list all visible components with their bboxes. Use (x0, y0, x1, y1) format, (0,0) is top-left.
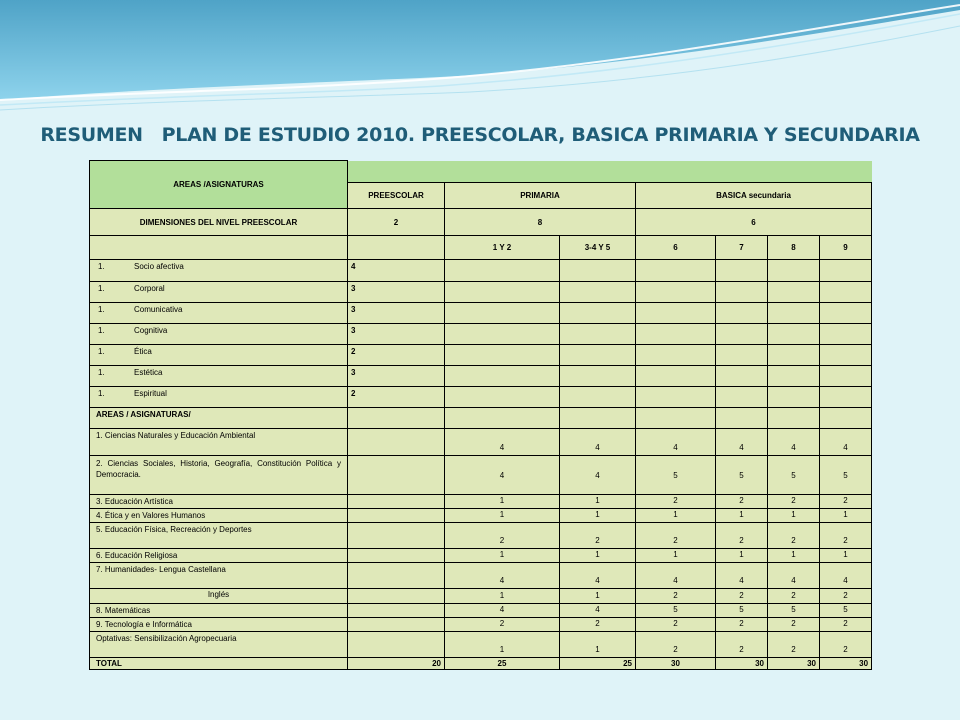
total-value: 30 (716, 658, 768, 670)
area-hours: 2 (820, 618, 872, 632)
area-hours: 1 (716, 509, 768, 523)
area-hours: 4 (560, 563, 636, 589)
area-name: Optativas: Sensibilización Agropecuaria (90, 632, 348, 658)
grade-label: 8 (768, 236, 820, 260)
area-hours: 4 (445, 429, 560, 456)
area-hours: 2 (560, 523, 636, 549)
area-hours: 2 (820, 589, 872, 604)
area-hours: 2 (716, 589, 768, 604)
area-hours: 4 (445, 563, 560, 589)
areas-section-row (90, 408, 872, 429)
area-hours: 5 (636, 604, 716, 618)
total-row (90, 658, 872, 670)
area-hours: 4 (636, 563, 716, 589)
dimension-row (90, 282, 872, 303)
area-hours: 1 (445, 589, 560, 604)
dimension-row (90, 260, 872, 282)
total-value: 30 (636, 658, 716, 670)
area-hours: 4 (560, 429, 636, 456)
area-hours: 1 (768, 509, 820, 523)
area-hours: 4 (445, 604, 560, 618)
dimension-number: 1. (98, 347, 105, 356)
grades-row (90, 236, 872, 260)
dimension-number: 1. (98, 368, 105, 377)
area-row (90, 509, 872, 523)
area-name: Inglés (90, 589, 348, 604)
dimension-value: 3 (348, 303, 445, 324)
area-hours: 4 (820, 563, 872, 589)
area-hours: 1 (445, 509, 560, 523)
area-hours: 1 (445, 632, 560, 658)
area-row (90, 429, 872, 456)
dimension-name: Estética (134, 368, 163, 377)
area-row (90, 563, 872, 589)
area-name: 6. Educación Religiosa (90, 549, 348, 563)
area-hours: 2 (636, 618, 716, 632)
area-hours: 1 (445, 549, 560, 563)
area-hours: 5 (636, 456, 716, 495)
area-hours: 4 (636, 429, 716, 456)
area-hours: 2 (768, 618, 820, 632)
area-hours: 5 (820, 604, 872, 618)
dimensions-secundaria-count: 6 (636, 209, 872, 236)
area-name: 3. Educación Artística (90, 495, 348, 509)
area-row (90, 495, 872, 509)
header-primaria: PRIMARIA (445, 183, 636, 209)
area-hours: 1 (560, 589, 636, 604)
dimension-row (90, 324, 872, 345)
area-row (90, 618, 872, 632)
dimension-value: 3 (348, 282, 445, 303)
area-hours: 1 (560, 495, 636, 509)
dimension-number: 1. (98, 305, 105, 314)
dimension-number: 1. (98, 284, 105, 293)
dimension-value: 3 (348, 366, 445, 387)
area-hours: 4 (560, 456, 636, 495)
area-hours: 1 (560, 509, 636, 523)
dimension-name: Comunicativa (134, 305, 183, 314)
area-hours: 4 (768, 563, 820, 589)
dimension-number: 1. (98, 389, 105, 398)
area-hours: 5 (716, 604, 768, 618)
grade-label: 7 (716, 236, 768, 260)
grade-label: 3-4 Y 5 (560, 236, 636, 260)
area-hours: 4 (445, 456, 560, 495)
area-hours: 1 (445, 495, 560, 509)
area-hours: 5 (768, 604, 820, 618)
dimensions-preescolar-count: 2 (348, 209, 445, 236)
area-hours: 2 (636, 632, 716, 658)
dimension-row (90, 345, 872, 366)
area-row (90, 589, 872, 604)
area-hours: 2 (716, 618, 768, 632)
dimension-number: 1. (98, 262, 105, 271)
area-hours: 5 (820, 456, 872, 495)
dimension-name: Espiritual (134, 389, 167, 398)
study-plan-table (89, 160, 872, 670)
total-value: 25 (560, 658, 636, 670)
dimension-value: 2 (348, 387, 445, 408)
areas-section-label: AREAS / ASIGNATURAS/ (90, 408, 348, 429)
header-areas: AREAS /ASIGNATURAS (90, 161, 348, 209)
area-hours: 4 (560, 604, 636, 618)
area-hours: 1 (560, 632, 636, 658)
area-hours: 1 (820, 509, 872, 523)
area-hours: 1 (716, 549, 768, 563)
area-hours: 2 (820, 495, 872, 509)
area-name: 2. Ciencias Sociales, Historia, Geografía, Constitución Política y Democracia. (90, 456, 348, 495)
dimension-row (90, 303, 872, 324)
area-hours: 2 (716, 523, 768, 549)
area-hours: 2 (768, 523, 820, 549)
area-hours: 1 (636, 509, 716, 523)
total-value: 20 (348, 658, 445, 670)
dimensions-header: DIMENSIONES DEL NIVEL PREESCOLAR (90, 209, 348, 236)
dimension-value: 3 (348, 324, 445, 345)
area-hours: 2 (445, 618, 560, 632)
area-hours: 1 (820, 549, 872, 563)
header-preescolar: PREESCOLAR (348, 183, 445, 209)
area-hours: 1 (768, 549, 820, 563)
area-row (90, 549, 872, 563)
area-hours: 2 (768, 632, 820, 658)
area-hours: 4 (820, 429, 872, 456)
area-hours: 2 (636, 523, 716, 549)
total-label: TOTAL (90, 658, 348, 670)
area-row (90, 604, 872, 618)
area-row (90, 632, 872, 658)
dimension-name: Ética (134, 347, 152, 356)
grade-label: 1 Y 2 (445, 236, 560, 260)
area-hours: 4 (716, 429, 768, 456)
area-hours: 2 (716, 495, 768, 509)
dimension-name: Cognitiva (134, 326, 168, 335)
area-hours: 4 (768, 429, 820, 456)
grade-label: 9 (820, 236, 872, 260)
dimension-name: Corporal (134, 284, 165, 293)
total-value: 25 (445, 658, 560, 670)
area-hours: 2 (820, 632, 872, 658)
area-name: 8. Matemáticas (90, 604, 348, 618)
total-value: 30 (768, 658, 820, 670)
dimension-row (90, 366, 872, 387)
header-secundaria: BASICA secundaria (636, 183, 872, 209)
area-hours: 2 (716, 632, 768, 658)
area-row (90, 523, 872, 549)
area-hours: 2 (768, 589, 820, 604)
area-hours: 1 (636, 549, 716, 563)
area-name: 4. Ética y en Valores Humanos (90, 509, 348, 523)
dimension-row (90, 387, 872, 408)
dimensions-primaria-count: 8 (445, 209, 636, 236)
decorative-wave-header (0, 0, 960, 130)
area-name: 5. Educación Física, Recreación y Deportes (90, 523, 348, 549)
area-hours: 2 (768, 495, 820, 509)
grade-label: 6 (636, 236, 716, 260)
area-name: 1. Ciencias Naturales y Educación Ambiental (90, 429, 348, 456)
area-hours: 2 (560, 618, 636, 632)
area-hours: 2 (820, 523, 872, 549)
area-hours: 1 (560, 549, 636, 563)
area-row (90, 456, 872, 495)
area-name: 7. Humanidades- Lengua Castellana (90, 563, 348, 589)
area-hours: 2 (636, 589, 716, 604)
area-hours: 5 (768, 456, 820, 495)
dimension-value: 2 (348, 345, 445, 366)
area-hours: 4 (716, 563, 768, 589)
area-hours: 5 (716, 456, 768, 495)
page-title: RESUMEN PLAN DE ESTUDIO 2010. PREESCOLAR, BASICA PRIMARIA Y SECUNDARIA (40, 124, 920, 146)
area-hours: 2 (445, 523, 560, 549)
dimension-name: Socio afectiva (134, 262, 184, 271)
area-name: 9. Tecnología e Informática (90, 618, 348, 632)
dimension-value: 4 (348, 260, 445, 282)
dimension-number: 1. (98, 326, 105, 335)
total-value: 30 (820, 658, 872, 670)
area-hours: 2 (636, 495, 716, 509)
header-band (348, 161, 872, 183)
